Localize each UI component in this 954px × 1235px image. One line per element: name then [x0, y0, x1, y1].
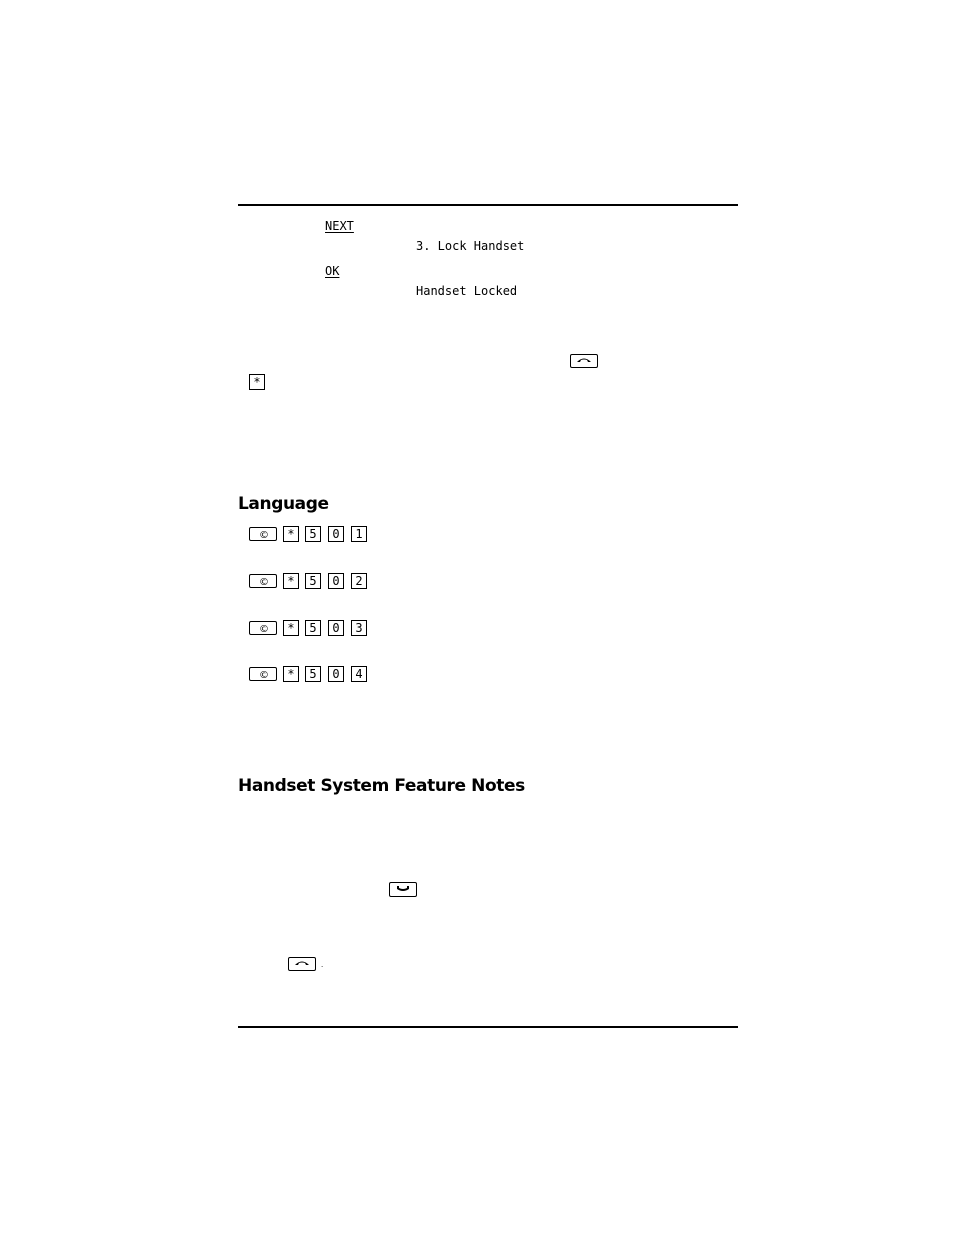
digit-key: 0: [328, 666, 344, 682]
next-softkey: NEXT: [325, 219, 354, 233]
svg-text:©: ©: [259, 670, 269, 680]
feature-key-icon: [249, 527, 277, 541]
release-icon: [288, 957, 316, 971]
bottom-rule: [238, 1026, 738, 1028]
digit-key: 0: [328, 526, 344, 542]
period: .: [321, 960, 324, 969]
svg-text:©: ©: [259, 530, 269, 540]
display-handset-locked: Handset Locked: [416, 284, 518, 298]
top-rule: [238, 204, 738, 206]
feature-key-icon: [249, 621, 277, 635]
star-key: *: [283, 526, 299, 542]
digit-key: 1: [351, 526, 367, 542]
ok-softkey: OK: [325, 264, 340, 278]
star-key: *: [283, 666, 299, 682]
language-heading: Language: [238, 494, 329, 514]
digit-key: 5: [305, 620, 321, 636]
digit-key: 2: [351, 573, 367, 589]
star-key: *: [283, 573, 299, 589]
digit-key: 0: [328, 573, 344, 589]
digit-key: 5: [305, 666, 321, 682]
star-key: *: [283, 620, 299, 636]
digit-key: 3: [351, 620, 367, 636]
svg-text:©: ©: [259, 624, 269, 634]
digit-key: 4: [351, 666, 367, 682]
release-icon: [570, 354, 598, 368]
svg-text:©: ©: [259, 577, 269, 587]
digit-key: 0: [328, 620, 344, 636]
digit-key: 5: [305, 526, 321, 542]
feature-key-icon: [249, 574, 277, 588]
star-key-icon: *: [249, 374, 265, 390]
talk-icon: [389, 882, 417, 897]
digit-key: 5: [305, 573, 321, 589]
feature-key-icon: [249, 667, 277, 681]
display-lock-handset: 3. Lock Handset: [416, 239, 525, 253]
feature-notes-heading: Handset System Feature Notes: [238, 776, 525, 796]
